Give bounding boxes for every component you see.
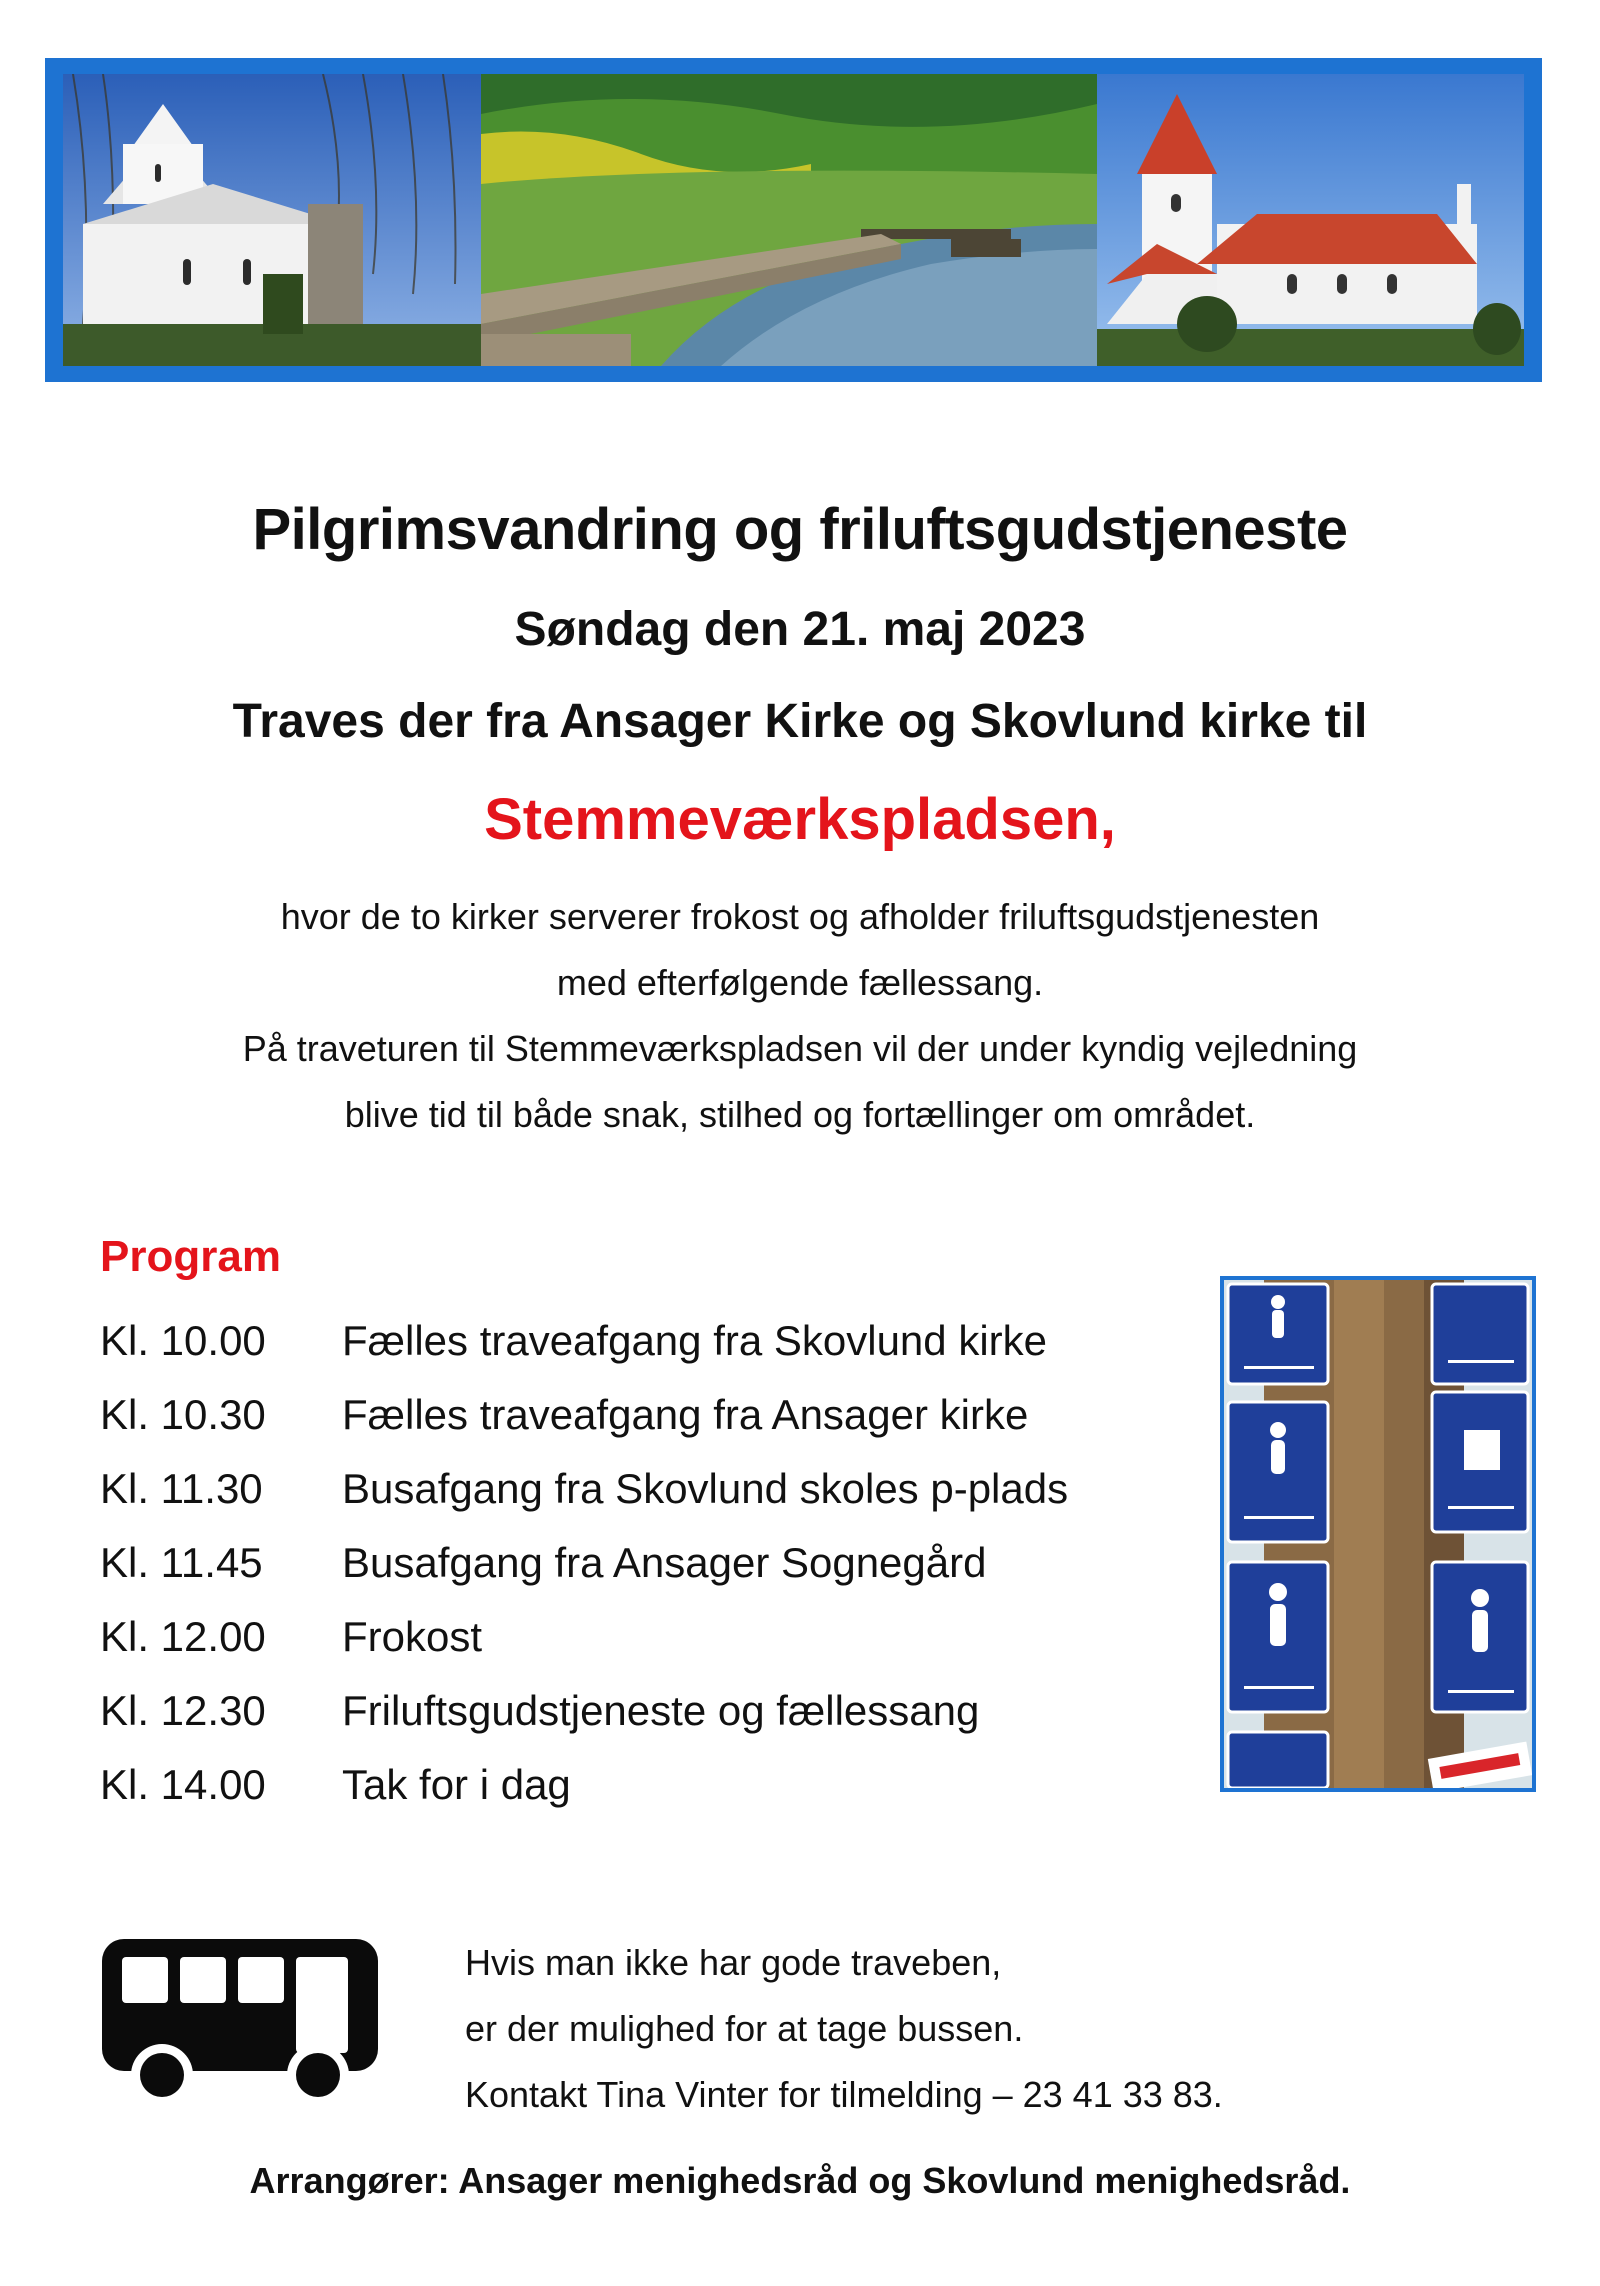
program-item (100, 1748, 1068, 1822)
bus-info-line: Hvis man ikke har gode traveben, (465, 1942, 1002, 1983)
program-activity: Busafgang fra Ansager Sognegård (342, 1539, 987, 1586)
program-activity: Fælles traveafgang fra Skovlund kirke (342, 1317, 1047, 1364)
program-item (100, 1526, 1068, 1600)
intro-line: med efterfølgende fællessang. (556, 962, 1044, 1003)
intro-text (0, 884, 1600, 1148)
program-heading: Program (100, 1232, 281, 1281)
program-time: Kl. 12.30 (100, 1687, 266, 1734)
program-time: Kl. 10.00 (100, 1317, 266, 1364)
program-item (100, 1600, 1068, 1674)
program-activity: Frokost (342, 1613, 483, 1660)
program-item (100, 1304, 1068, 1378)
bus-contact-line: Kontakt Tina Vinter for tilmelding – 23 41 33 83. (465, 2074, 1223, 2115)
organizers: Arrangører: Ansager menighedsråd og Skovlund menighedsråd. (249, 2160, 1351, 2201)
intro-line: blive tid til både snak, stilhed og fortællinger om området. (344, 1094, 1256, 1135)
ansager-church-photo (63, 74, 481, 366)
hiking-trail-sign-photo (1220, 1276, 1536, 1792)
program-item (100, 1674, 1068, 1748)
intro-line: hvor de to kirker serverer frokost og afholder friluftsgudstjenesten (280, 896, 1320, 937)
program-activity: Busafgang fra Skovlund skoles p-plads (342, 1465, 1069, 1512)
route-description: Traves der fra Ansager Kirke og Skovlund kirke til (232, 695, 1368, 748)
destination-name: Stemmeværkspladsen, (484, 787, 1116, 852)
bus-info-line: er der mulighed for at tage bussen. (465, 2008, 1024, 2049)
program-time: Kl. 10.30 (100, 1391, 266, 1438)
bus-information (465, 1930, 1223, 2128)
bus-icon (100, 1935, 380, 2110)
program-item (100, 1452, 1068, 1526)
river-landscape-photo (481, 74, 1097, 366)
skovlund-church-photo (1097, 74, 1524, 366)
program-activity: Fælles traveafgang fra Ansager kirke (342, 1391, 1029, 1438)
program-activity: Friluftsgudstjeneste og fællessang (342, 1687, 980, 1734)
photo-banner (45, 58, 1542, 382)
intro-line: På traveturen til Stemmeværkspladsen vil der under kyndig vejledning (242, 1028, 1358, 1069)
program-time: Kl. 11.45 (100, 1539, 263, 1586)
program-time: Kl. 14.00 (100, 1761, 266, 1808)
program-time: Kl. 12.00 (100, 1613, 266, 1660)
program-time: Kl. 11.30 (100, 1465, 263, 1512)
event-date: Søndag den 21. maj 2023 (514, 603, 1086, 656)
page-title: Pilgrimsvandring og friluftsgudstjeneste (252, 497, 1348, 562)
program-activity: Tak for i dag (342, 1761, 571, 1808)
program-item (100, 1378, 1068, 1452)
program-list (100, 1304, 1068, 1822)
